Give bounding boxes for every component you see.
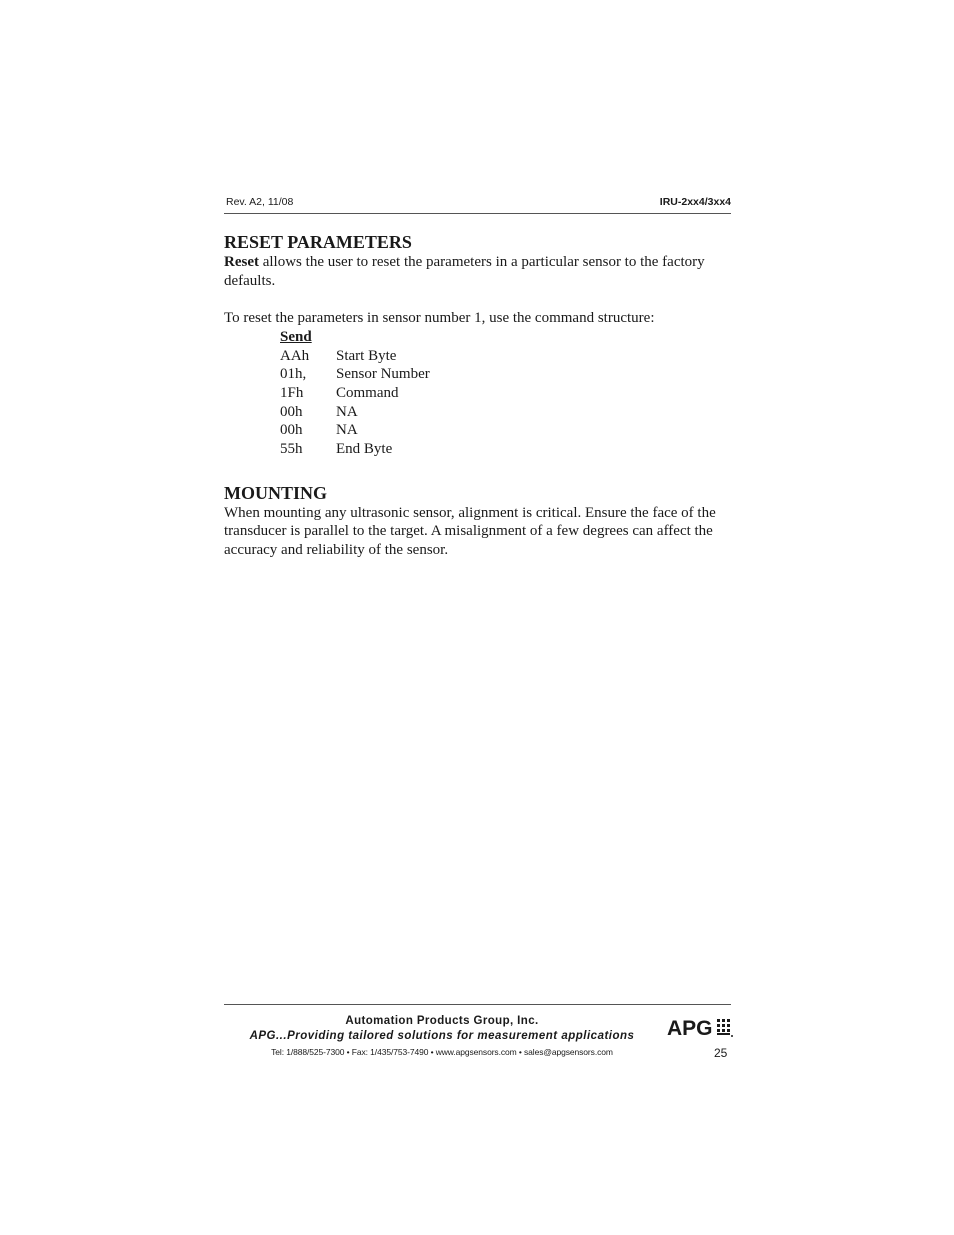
command-code: 00h [280,403,303,420]
command-row [280,440,734,459]
command-code: 55h [280,441,303,458]
command-desc: Command [336,384,399,401]
reset-intro-bold: Reset [224,254,259,270]
reset-intro [224,253,734,290]
footer-company: Automation Products Group, Inc. [345,1015,539,1027]
command-row [280,384,734,403]
command-desc: Sensor Number [336,366,430,383]
mounting-body: When mounting any ultrasonic sensor, alignment is critical. Ensure the face of the transducer is parallel to the target. A misalignment of a few degrees can affect the accuracy and reliability of the sensor. [224,504,716,559]
command-code: 1Fh [280,384,304,401]
reset-intro-text: allows the user to reset the parameters in a particular sensor to the factory defaults. [224,254,705,289]
footer-tagline: APG...Providing tailored solutions for measurement applications [249,1030,635,1042]
command-desc: NA [336,403,358,420]
command-row [280,403,734,422]
model-label: IRU-2xx4/3xx4 [659,196,731,208]
command-code: AAh [280,347,310,364]
command-structure [280,328,734,459]
revision-label: Rev. A2, 11/08 [226,196,294,208]
mounting-heading: MOUNTING [224,482,327,503]
command-row [280,365,734,384]
command-header: Send [280,328,312,345]
footer-contact: Tel: 1/888/525-7300 • Fax: 1/435/753-7490 • www.apgsensors.com • sales@apgsensors.com [271,1047,613,1057]
command-code: 00h [280,422,303,439]
page-number: 25 [714,1046,728,1060]
apg-logo-icon [666,1014,734,1040]
page-footer [224,1015,660,1057]
command-code: 01h, [280,366,307,383]
reset-instruction: To reset the parameters in sensor number 1, use the command structure: [224,310,655,327]
command-desc: NA [336,422,358,439]
command-desc: Start Byte [336,347,397,364]
command-row [280,347,734,366]
main-content [224,231,734,560]
command-row [280,421,734,440]
page-header [224,195,731,214]
command-desc: End Byte [336,441,393,458]
reset-parameters-heading: RESET PARAMETERS [224,232,412,252]
logo-text: APG [667,1017,713,1040]
footer-divider [224,1004,731,1005]
